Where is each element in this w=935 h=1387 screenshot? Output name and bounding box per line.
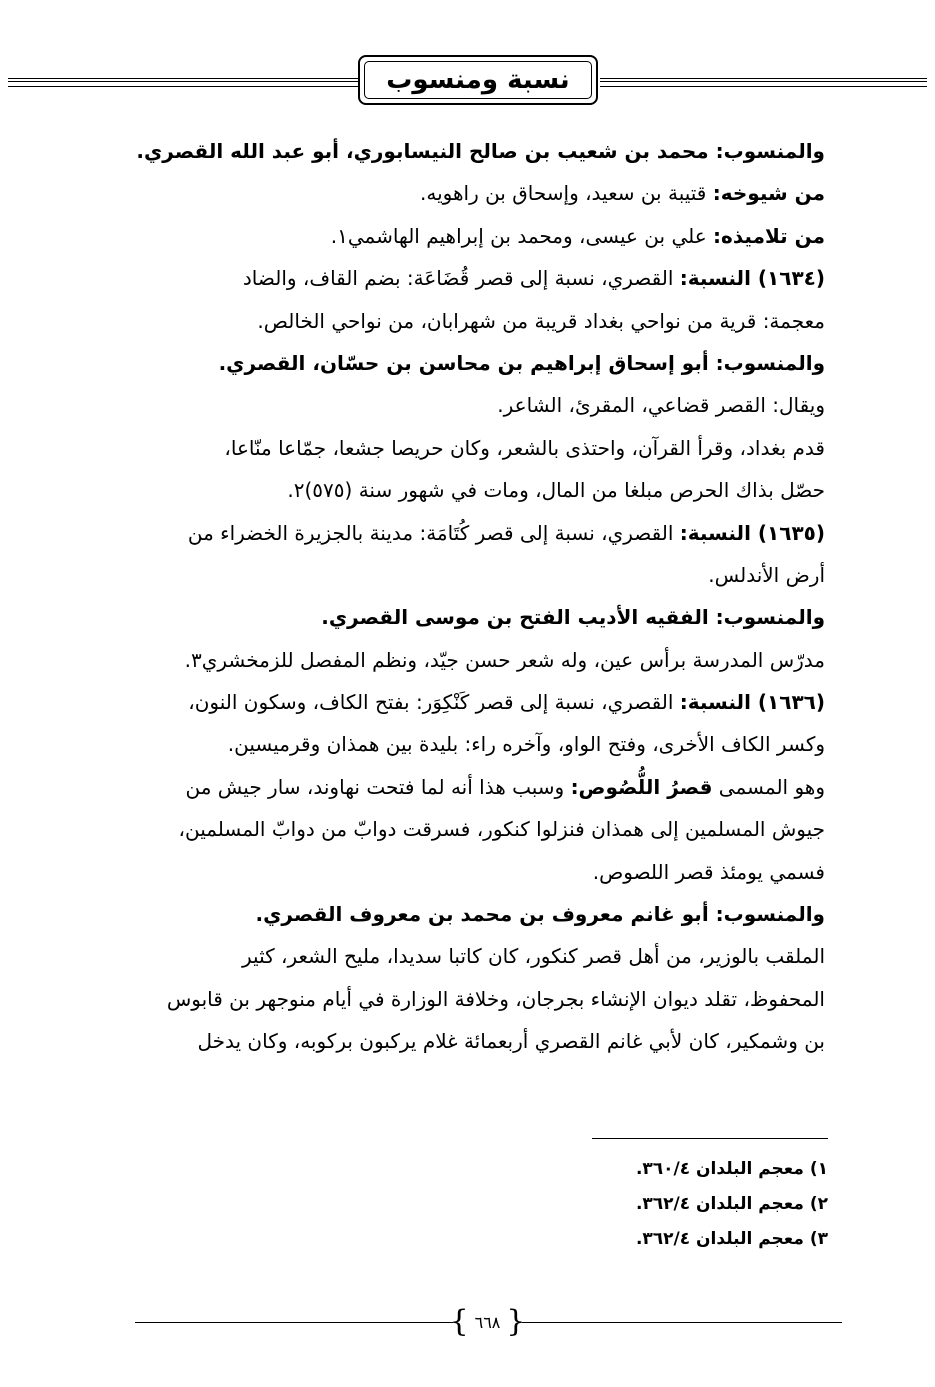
page-number: ٦٦٨ (474, 1312, 501, 1332)
plain-segment: أرض الأندلس. (708, 562, 825, 587)
plain-segment: قدم بغداد، وقرأ القرآن، واحتذى بالشعر، وكان حريصا جشعا، جمّاعا منّاعا، (224, 435, 825, 460)
text-line (135, 1020, 825, 1062)
text-line (135, 935, 825, 977)
plain-segment: معجمة: قرية من نواحي بغداد قريبة من شهرابان، من نواحي الخالص. (257, 308, 825, 333)
text-line (135, 512, 825, 554)
bold-segment: والمنسوب: أبو غانم معروف بن محمد بن معروف القصري. (255, 902, 825, 927)
text-line (135, 257, 825, 299)
bold-segment: والمنسوب: الفقيه الأديب الفتح بن موسى القصري. (321, 605, 825, 630)
page-title: نسبة ومنسوب (386, 65, 570, 95)
text-line (135, 130, 825, 172)
text-line (135, 596, 825, 638)
plain-segment: وسبب هذا أنه لما فتحت نهاوند، سار جيش من (185, 774, 571, 799)
bold-segment: قصرُ اللُّصُوص: (570, 774, 713, 799)
bold-segment: من تلاميذه: (713, 223, 825, 248)
page-number-rule-left (135, 1322, 453, 1323)
text-line (135, 469, 825, 511)
plain-segment: مدرّس المدرسة برأس عين، وله شعر حسن جيّد، ونظم المفصل للزمخشري٣. (184, 647, 825, 672)
plain-segment: الملقب بالوزير، من أهل قصر كنكور، كان كاتبا سديدا، مليح الشعر، كثير (242, 944, 825, 969)
text-line (135, 681, 825, 723)
header-rule-left (8, 78, 358, 87)
plain-segment: القصري، نسبة إلى قصر كَنْكِوَر: بفتح الكاف، وسكون النون، (188, 690, 680, 715)
text-line (135, 554, 825, 596)
plain-segment: القصري، نسبة إلى قصر قُضَاعَة: بضم القاف، والضاد (242, 266, 680, 291)
footnote-1: ١) معجم البلدان ٣٦٠/٤. (635, 1159, 828, 1179)
plain-segment: المحفوظ، تقلد ديوان الإنشاء بجرجان، وخلافة الوزارة في أيام منوجهر بن قابوس (166, 986, 825, 1011)
plain-segment: حصّل بذاك الحرص مبلغا من المال، ومات في شهور سنة (٥٧٥)٢. (287, 478, 825, 503)
bold-segment: (١٦٣٥) النسبة: (679, 520, 825, 545)
plain-segment: فسمي يومئذ قصر اللصوص. (592, 859, 825, 884)
footnote-3: ٣) معجم البلدان ٣٦٢/٤. (635, 1229, 828, 1249)
page-number-brace-left: { (449, 1304, 469, 1339)
bold-segment: والمنسوب: أبو إسحاق إبراهيم بن محاسن بن حسّان، القصري. (218, 350, 825, 375)
footnotes (500, 1152, 828, 1257)
text-line (135, 808, 825, 850)
footnote-separator (592, 1138, 828, 1139)
plain-segment: علي بن عيسى، ومحمد بن إبراهيم الهاشمي١. (330, 223, 714, 248)
header-title-inner-frame (364, 61, 592, 99)
text-line (135, 639, 825, 681)
header-rule-right (600, 78, 927, 87)
bold-segment: من شيوخه: (712, 181, 825, 206)
bold-segment: والمنسوب: محمد بن شعيب بن صالح النيسابوري، أبو عبد الله القصري. (136, 139, 825, 163)
bold-segment: (١٦٣٤) النسبة: (679, 266, 825, 291)
body-text (135, 130, 825, 1063)
text-line (135, 851, 825, 893)
plain-segment: وكسر الكاف الأخرى، وفتح الواو، وآخره راء: بليدة بين همذان وقرميسين. (227, 732, 825, 757)
bold-segment: (١٦٣٦) النسبة: (679, 690, 825, 715)
plain-segment: ويقال: القصر قضاعي، المقرئ، الشاعر. (497, 393, 825, 418)
text-line (135, 893, 825, 935)
plain-segment: قتيبة بن سعيد، وإسحاق بن راهويه. (419, 181, 713, 206)
page-number-rule-right (522, 1322, 842, 1323)
plain-segment: جيوش المسلمين إلى همذان فنزلوا كنكور، فسرقت دوابّ من دوابّ المسلمين، (178, 817, 825, 842)
page-number-brace-right: } (506, 1304, 526, 1339)
text-line (135, 384, 825, 426)
plain-segment: القصري، نسبة إلى قصر كُتَامَة: مدينة بالجزيرة الخضراء من (187, 520, 680, 545)
text-line (135, 427, 825, 469)
text-line (135, 766, 825, 808)
page-number-box (449, 1304, 526, 1339)
text-line (135, 300, 825, 342)
text-line (135, 215, 825, 257)
text-line (135, 172, 825, 214)
text-line (135, 723, 825, 765)
header-title-frame (358, 55, 598, 105)
plain-segment: بن وشمكير، كان لأبي غانم القصري أربعمائة غلام يركبون بركوبه، وكان يدخل (197, 1029, 825, 1054)
text-line (135, 978, 825, 1020)
footnote-2: ٢) معجم البلدان ٣٦٢/٤. (635, 1194, 828, 1214)
plain-segment: وهو المسمى (712, 774, 825, 799)
text-line (135, 342, 825, 384)
